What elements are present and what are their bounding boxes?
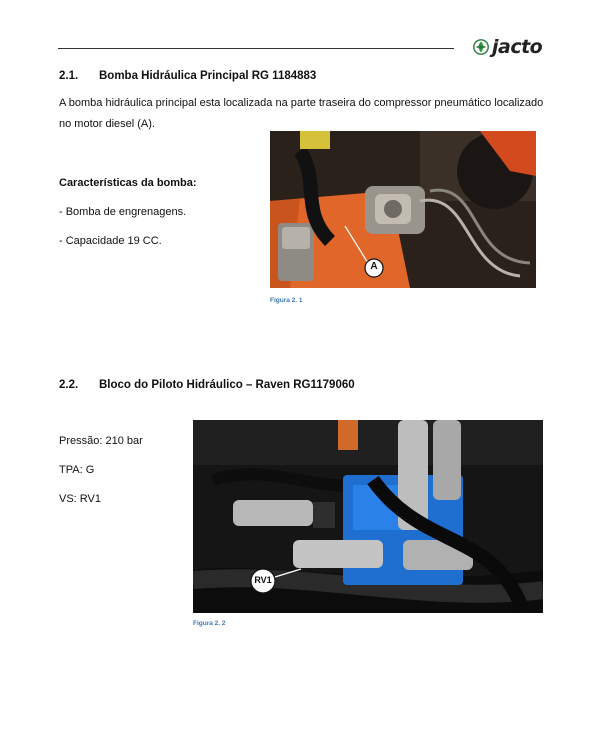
logo-text: jacto bbox=[492, 36, 543, 58]
pump-photo bbox=[270, 131, 536, 288]
section-title: Bomba Hidráulica Principal RG 1184883 bbox=[99, 70, 317, 82]
spec-item: VS: RV1 bbox=[59, 493, 101, 505]
brand-logo bbox=[473, 36, 542, 58]
feature-item: - Bomba de engrenagens. bbox=[59, 206, 187, 218]
spec-item: Pressão: 210 bar bbox=[59, 435, 143, 447]
figure-caption: Figura 2. 1 bbox=[270, 297, 303, 304]
jacto-leaf-icon bbox=[473, 39, 489, 55]
section-number: 2.2. bbox=[59, 379, 79, 391]
photo-callout-label: RV1 bbox=[254, 575, 272, 585]
header-rule bbox=[58, 48, 454, 49]
intro-line: A bomba hidráulica principal esta localizada na parte traseira do compressor pneumático localizado bbox=[59, 97, 544, 109]
intro-line: no motor diesel (A). bbox=[59, 118, 155, 130]
section-number: 2.1. bbox=[59, 70, 79, 82]
spec-item: TPA: G bbox=[59, 464, 95, 476]
photo-callout-label: A bbox=[370, 261, 378, 272]
features-heading: Características da bomba: bbox=[59, 177, 197, 189]
figure-caption: Figura 2. 2 bbox=[193, 620, 226, 627]
section-title: Bloco do Piloto Hidráulico – Raven RG1179060 bbox=[99, 379, 355, 391]
feature-item: - Capacidade 19 CC. bbox=[59, 235, 162, 247]
valve-block-photo bbox=[193, 420, 543, 613]
